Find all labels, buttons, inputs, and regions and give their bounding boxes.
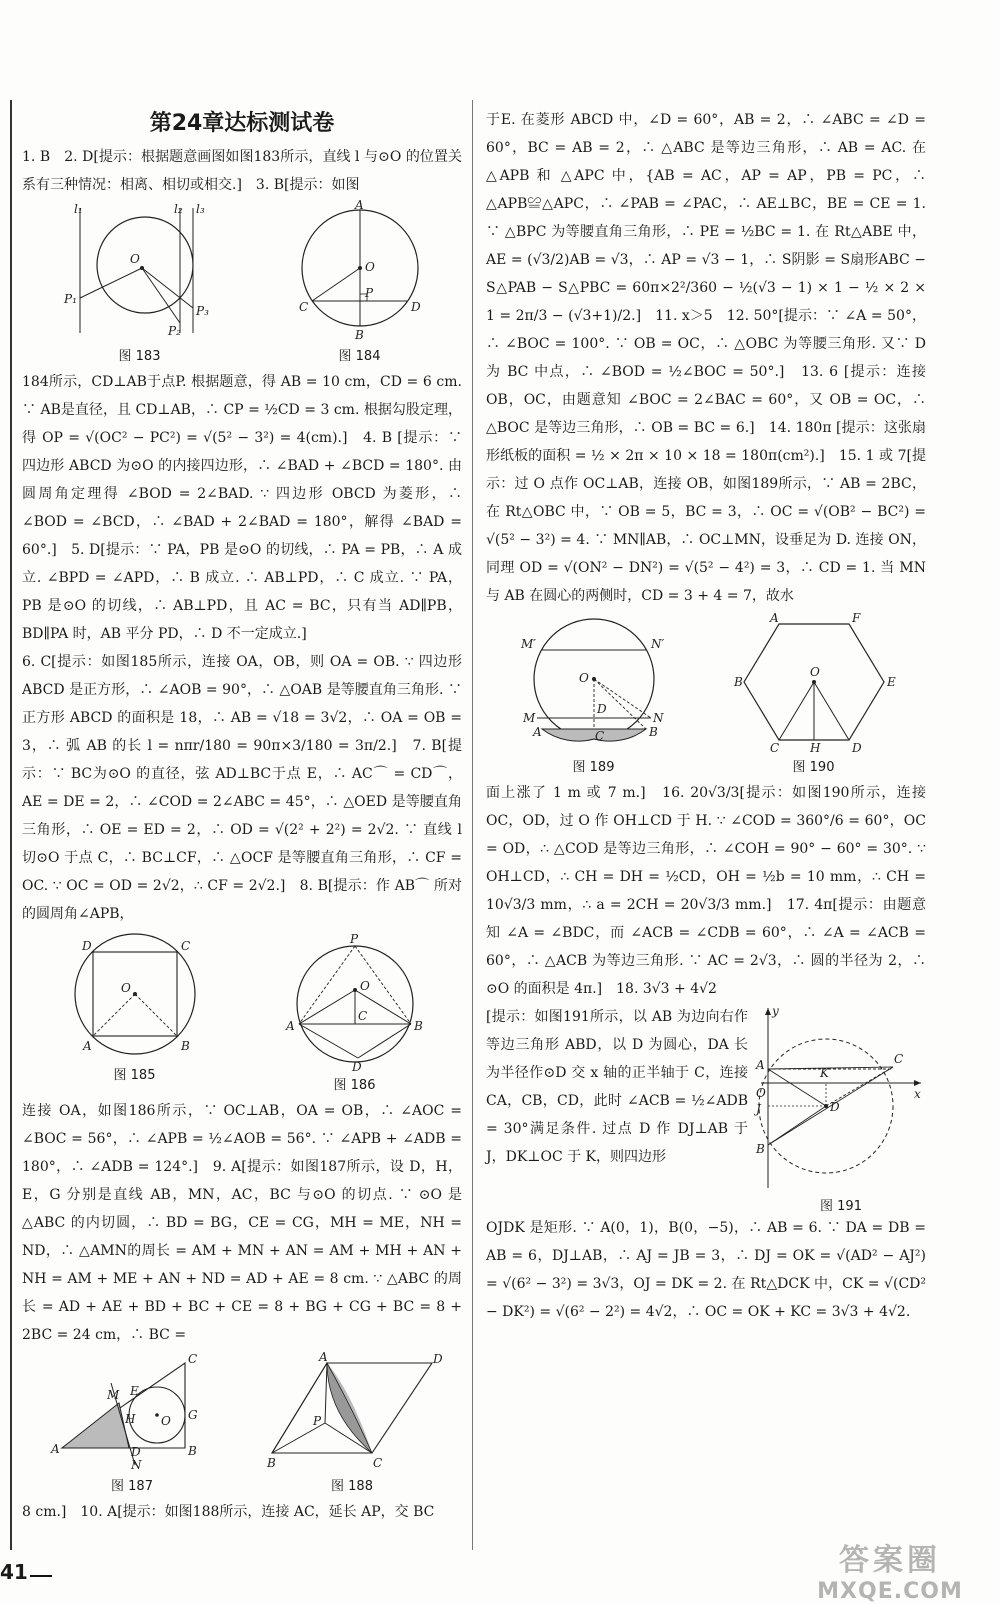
answer-text-3-5: 184所示，CD⊥AB于点P. 根据题意，得 AB = 10 cm，CD = 6 cm. ∵ AB是直径，且 CD⊥AB，∴ CP = ½CD = 3 cm. 根据勾股定理，得 OP = √(OC² − PC²) = √(5² − 3²) = 4(cm).] 4. B [提示：∵ 四边形 ABCD 为⊙O 的内接四边形，∴ ∠BAD + ∠BCD = 180°. 由圆周角定理得 ∠BOD = 2∠BAD. ∵ 四边形 OBCD 为菱形，∴ ∠BOD = ∠BCD，∴ ∠BAD + 2∠BAD = 180°，解得 ∠BAD = 60°.] 5. D[提示：∵ PA，PB 是⊙O 的切线，∴ PA = PB，∴ A 成立. ∠BPD = ∠APD，∴ B 成立. ∴ AB⊥PD，∴ C 成立. ∵ PA，PB 是⊙O 的切线，∴ AB⊥PD，且 AC = BC，只有当 AD∥PB，BD∥PA 时，AB 平分 PD，∴ D 不一定成立.] [22, 374, 462, 642]
figure-183-caption: 图 183 [118, 349, 161, 364]
figure-184-caption: 图 184 [338, 349, 381, 364]
svg-text:O: O [578, 671, 589, 685]
watermark-logo [790, 1535, 990, 1604]
answer-text-6-8: 6. C[提示：如图185所示，连接 OA，OB，则 OA = OB. ∵ 四边形 ABCD 是正方形，∴ ∠AOB = 90°，∴ △OAB 是等腰直角三角形. ∵ 正方形 ABCD 的面积是 18，∴ AB = √18 = 3√2，∴ OA = OB = 3，∴ 弧 AB 的长 l = nπr/180 = 90π×3/180 = 3π/2.] 7. B[提示：∵ BC为⊙O 的直径，弦 AD⊥BC于点 E，∴ AC⌒ = CD⌒，AE = DE = 2，∴ ∠COD = 2∠ABC = 45°，∴ △OED 是等腰直角三角形，∴ OE = ED = 2，∴ OD = √(2² + 2²) = 2√2. ∵ 直线 l 切⊙O 于点 C，∴ BC⊥CF，∴ △OCF 是等腰直角三角形，∴ CF = OC. ∵ OC = OD = 2√2，∴ CF = 2√2.] 8. B[提示：作 AB⌒ 所对的圆周角∠APB， [22, 654, 462, 922]
svg-text:O: O [364, 260, 375, 274]
svg-text:D: D [351, 1060, 362, 1074]
svg-text:B: B [180, 1039, 190, 1053]
answer-text-8-9: 连接 OA，如图186所示，∵ OC⊥AB，OA = OB，∴ ∠AOC = ∠BOC = 56°，∴ ∠APB = ½∠AOB = 56°. ∵ ∠APB + ∠ADB = 180°，∴ ∠ADB = 124°.] 9. A[提示：如图187所示，设 D，H，E，G 分别是直线 AB，MN，AC，BC 与⊙O 的切点. ∵ ⊙O 是△ABC 的内切圆，∴ BD = BG，CE = CG，MH = ME，NH = ND，∴ △AMN的周长 = AM + MN + AN = AM + MH + AN + NH = AM + ME + AN + ND = AD + AE = 8 cm. ∵ △ABC 的周长 = AD + AE + BD + BC + CE = 8 + BG + CG + BC = 8 + 2BC = 24 cm，∴ BC = [22, 1103, 462, 1343]
svg-text:O: O [120, 981, 131, 995]
answer-text-1-3: 1. B 2. D[提示：根据题意画图如图183所示，直线 l 与⊙O 的位置关系有三种情况：相离、相切或相交.] 3. B[提示：如图 [22, 149, 462, 193]
answer-text-10-15: 于E. 在菱形 ABCD 中，∠D = 60°，AB = 2，∴ ∠ABC = ∠D = 60°，BC = AB = 2，∴ △ABC 是等边三角形，∴ AB = AC. 在 △APB 和 △APC 中，{AB = AC，AP = AP，PB = PC，∴ △APB≌△APC，∴ ∠PAB = ∠PAC，∴ AE⊥BC，BE = CE = 1. ∵ △BPC 为等腰直角三角形，∴ PE = ½BC = 1. 在 Rt△ABE 中，AE = (√3/2)AB = √3，∴ AP = √3 − 1，∴ S阴影 = S扇形ABC − S△PAB − S△PBC = 60π×2²/360 − ½(√3 − 1) × 1 − ½ × 2 × 1 = 2π/3 − (√3+1)/2.] 11. x＞5 12. 50°[提示：∵ ∠A = 50°，∴ ∠BOC = 100°. ∵ OB = OC，∴ △OBC 为等腰三角形. 又∵ D 为 BC 中点，∴ ∠BOD = ½∠BOC = 50°.] 13. 6 [提示：连接 OB，OC，由题意知 ∠BOC = 2∠BAC = 60°，又 OB = OC，∴ △BOC 是等边三角形，∴ OB = BC = 6.] 14. 180π [提示：这张扇形纸板的面积 = ½ × 2π × 10 × 18 = 180π(cm²).] 15. 1 或 7[提示：过 O 点作 OC⊥AB，连接 OB，如图189所示，∵ AB = 2BC，在 Rt△OBC 中，∵ OB = 5，BC = 3，∴ OC = √(OB² − BC²) = √(5² − 3²) = 4. ∵ MN∥AB，∴ OC⊥MN，设垂足为 D. 连接 ON，同理 OD = √(ON² − DN²) = √(5² − 4²) = 3，∴ CD = 1. 当 MN 与 AB 在圆心的两侧时，CD = 3 + 4 = 7，故水 [486, 112, 926, 604]
svg-text:l₂: l₂ [173, 202, 183, 216]
svg-text:B: B [648, 725, 658, 739]
answer-18-block [486, 1003, 926, 1214]
svg-text:K: K [820, 1066, 829, 1080]
figure-183 [50, 203, 230, 364]
figure-184 [285, 198, 435, 364]
svg-text:M′: M′ [520, 637, 536, 651]
page-number: 41 [0, 1560, 28, 1584]
svg-text:D: D [851, 741, 862, 755]
watermark-bottom-text: MXQE.COM [817, 1579, 963, 1604]
svg-text:C: C [373, 1456, 383, 1470]
figure-184-diagram [285, 198, 435, 343]
svg-text:G: G [188, 1408, 198, 1422]
svg-text:N′: N′ [650, 637, 664, 651]
svg-text:O: O [161, 1414, 171, 1428]
figure-186 [280, 932, 430, 1093]
svg-text:l₁: l₁ [73, 202, 83, 216]
svg-text:F: F [851, 611, 860, 625]
svg-text:J: J [756, 1102, 761, 1116]
svg-text:O: O [359, 979, 370, 993]
svg-text:A: A [769, 611, 779, 625]
svg-text:y: y [772, 1004, 779, 1018]
figure-186-caption: 图 186 [333, 1078, 376, 1093]
column-divider [472, 100, 473, 1550]
svg-text:B: B [267, 1456, 276, 1470]
svg-text:B: B [354, 328, 364, 342]
svg-text:B: B [756, 1142, 765, 1156]
svg-text:C: C [188, 1352, 198, 1366]
svg-text:A: A [285, 1019, 295, 1033]
svg-text:C: C [769, 741, 779, 755]
svg-text:P: P [349, 932, 358, 946]
svg-text:x: x [914, 1087, 921, 1101]
page-number-dash [30, 1575, 52, 1577]
figure-185 [55, 932, 215, 1083]
svg-text:D: D [410, 300, 421, 314]
svg-text:D: D [433, 1352, 443, 1366]
svg-text:l₃: l₃ [195, 202, 205, 216]
watermark-top-text: 答案圈 [839, 1543, 941, 1578]
svg-text:M: M [107, 1388, 120, 1402]
left-margin-rule [10, 100, 12, 1550]
figure-row-189-190 [486, 611, 926, 775]
svg-text:P: P [364, 286, 373, 300]
figure-188-caption: 图 188 [331, 1479, 373, 1494]
svg-text:P: P [313, 1414, 322, 1428]
figure-187-caption: 图 187 [111, 1479, 153, 1494]
svg-text:A: A [354, 198, 364, 212]
figure-186-diagram [280, 932, 430, 1072]
svg-text:D: D [131, 1445, 141, 1459]
figure-189-diagram [519, 614, 669, 754]
figure-185-caption: 图 185 [113, 1068, 156, 1083]
svg-text:M: M [522, 711, 535, 725]
figure-189 [519, 614, 669, 775]
figure-191-caption: 图 191 [820, 1199, 862, 1214]
svg-text:C: C [594, 729, 604, 743]
svg-text:O: O [756, 1086, 766, 1100]
svg-text:H: H [125, 1412, 136, 1426]
figure-189-caption: 图 189 [572, 760, 615, 775]
svg-text:B: B [413, 1019, 423, 1033]
figure-190-diagram [733, 611, 896, 755]
svg-text:P₃: P₃ [195, 304, 209, 318]
svg-text:D: D [81, 939, 92, 953]
answer-text-18-cont: OJDK 是矩形. ∵ A(0，1)，B(0，−5)，∴ AB = 6. ∵ DA = DB = AB = 6，DJ⊥AB，∴ AJ = JB = 3，∴ DJ = OK = √(AD² − AJ²) = √(6² − 3²) = 3√3，OJ = DK = 2. 在 Rt△DCK 中，CK = √(CD² − DK²) = √(6² − 2²) = 4√2，∴ OC = OK + KC = 3√3 + 4√2. [486, 1220, 926, 1320]
svg-text:N: N [652, 711, 663, 725]
svg-text:C: C [298, 300, 308, 314]
answer-text-10: 8 cm.] 10. A[提示：如图188所示，连接 AC，延长 AP，交 BC [22, 1504, 435, 1520]
answer-text-15-18: 面上涨了 1 m 或 7 m.] 16. 20√3/3[提示：如图190所示，连接 OC，OD，过 O 作 OH⊥CD 于 H. ∵ ∠COD = 360°/6 = 60°，OC = OD，∴ △COD 是等边三角形，∴ ∠COH = 90° − 60° = 30°. ∵ OH⊥CD，∴ CH = DH = ½CD，OH = ½b = 10 mm，∴ CH = 10√3/3 mm，∴ a = 2CH = 20√3/3 mm.] 17. 4π[提示：由题意知 ∠A = ∠BDC，而 ∠ACB = ∠CDB = 60°，∴ ∠A = ∠ACB = 60°，∴ △ACB 为等边三角形. ∵ AC = 2√3，∴ 圆的半径为 2，∴ ⊙O 的面积是 4π.] 18. 3√3 + 4√2 [486, 785, 926, 997]
figure-191-diagram [756, 1003, 926, 1193]
figure-187 [47, 1353, 217, 1494]
answer-text-18: [提示：如图191所示，以 AB 为边向右作等边三角形 ABD，以 D 为圆心，DA 长为半径作⊙D 交 x 轴的正半轴于 C，连接 CA，CB，CD，此时 ∠ACB = ½∠ADB = 30°满足条件. 过点 D 作 DJ⊥AB 于 J，DK⊥OC 于 K，则四边形 [486, 1009, 748, 1165]
svg-text:A: A [319, 1350, 328, 1364]
svg-text:P₁: P₁ [63, 292, 77, 306]
figure-row-183-184 [22, 198, 462, 364]
figure-187-diagram [47, 1353, 217, 1473]
svg-text:C: C [894, 1052, 904, 1066]
svg-text:B: B [733, 675, 743, 689]
figure-188-diagram [267, 1350, 443, 1473]
svg-text:A: A [51, 1442, 60, 1456]
page-title: 第24章达标测试卷 [149, 111, 335, 136]
svg-text:D: D [830, 1100, 840, 1114]
right-column [486, 106, 926, 1326]
figure-row-187-188 [22, 1350, 462, 1494]
svg-text:E: E [886, 675, 896, 689]
figure-row-185-186 [22, 932, 462, 1093]
left-column [22, 106, 462, 1526]
svg-text:N: N [131, 1458, 142, 1472]
figure-190 [733, 611, 896, 775]
svg-text:A: A [756, 1058, 765, 1072]
svg-text:D: D [596, 702, 607, 716]
figure-190-caption: 图 190 [792, 760, 835, 775]
figure-191 [756, 1003, 926, 1214]
figure-183-diagram [50, 203, 230, 343]
figure-185-diagram [55, 932, 215, 1062]
svg-text:C: C [180, 939, 190, 953]
svg-text:A: A [82, 1039, 92, 1053]
svg-text:E: E [130, 1384, 139, 1398]
svg-text:C: C [357, 1009, 367, 1023]
figure-188 [267, 1350, 443, 1494]
svg-text:H: H [809, 741, 820, 755]
svg-text:A: A [532, 725, 542, 739]
svg-text:P₂: P₂ [167, 324, 181, 338]
svg-text:O: O [809, 665, 820, 679]
svg-text:O: O [129, 252, 140, 266]
svg-text:B: B [188, 1444, 197, 1458]
